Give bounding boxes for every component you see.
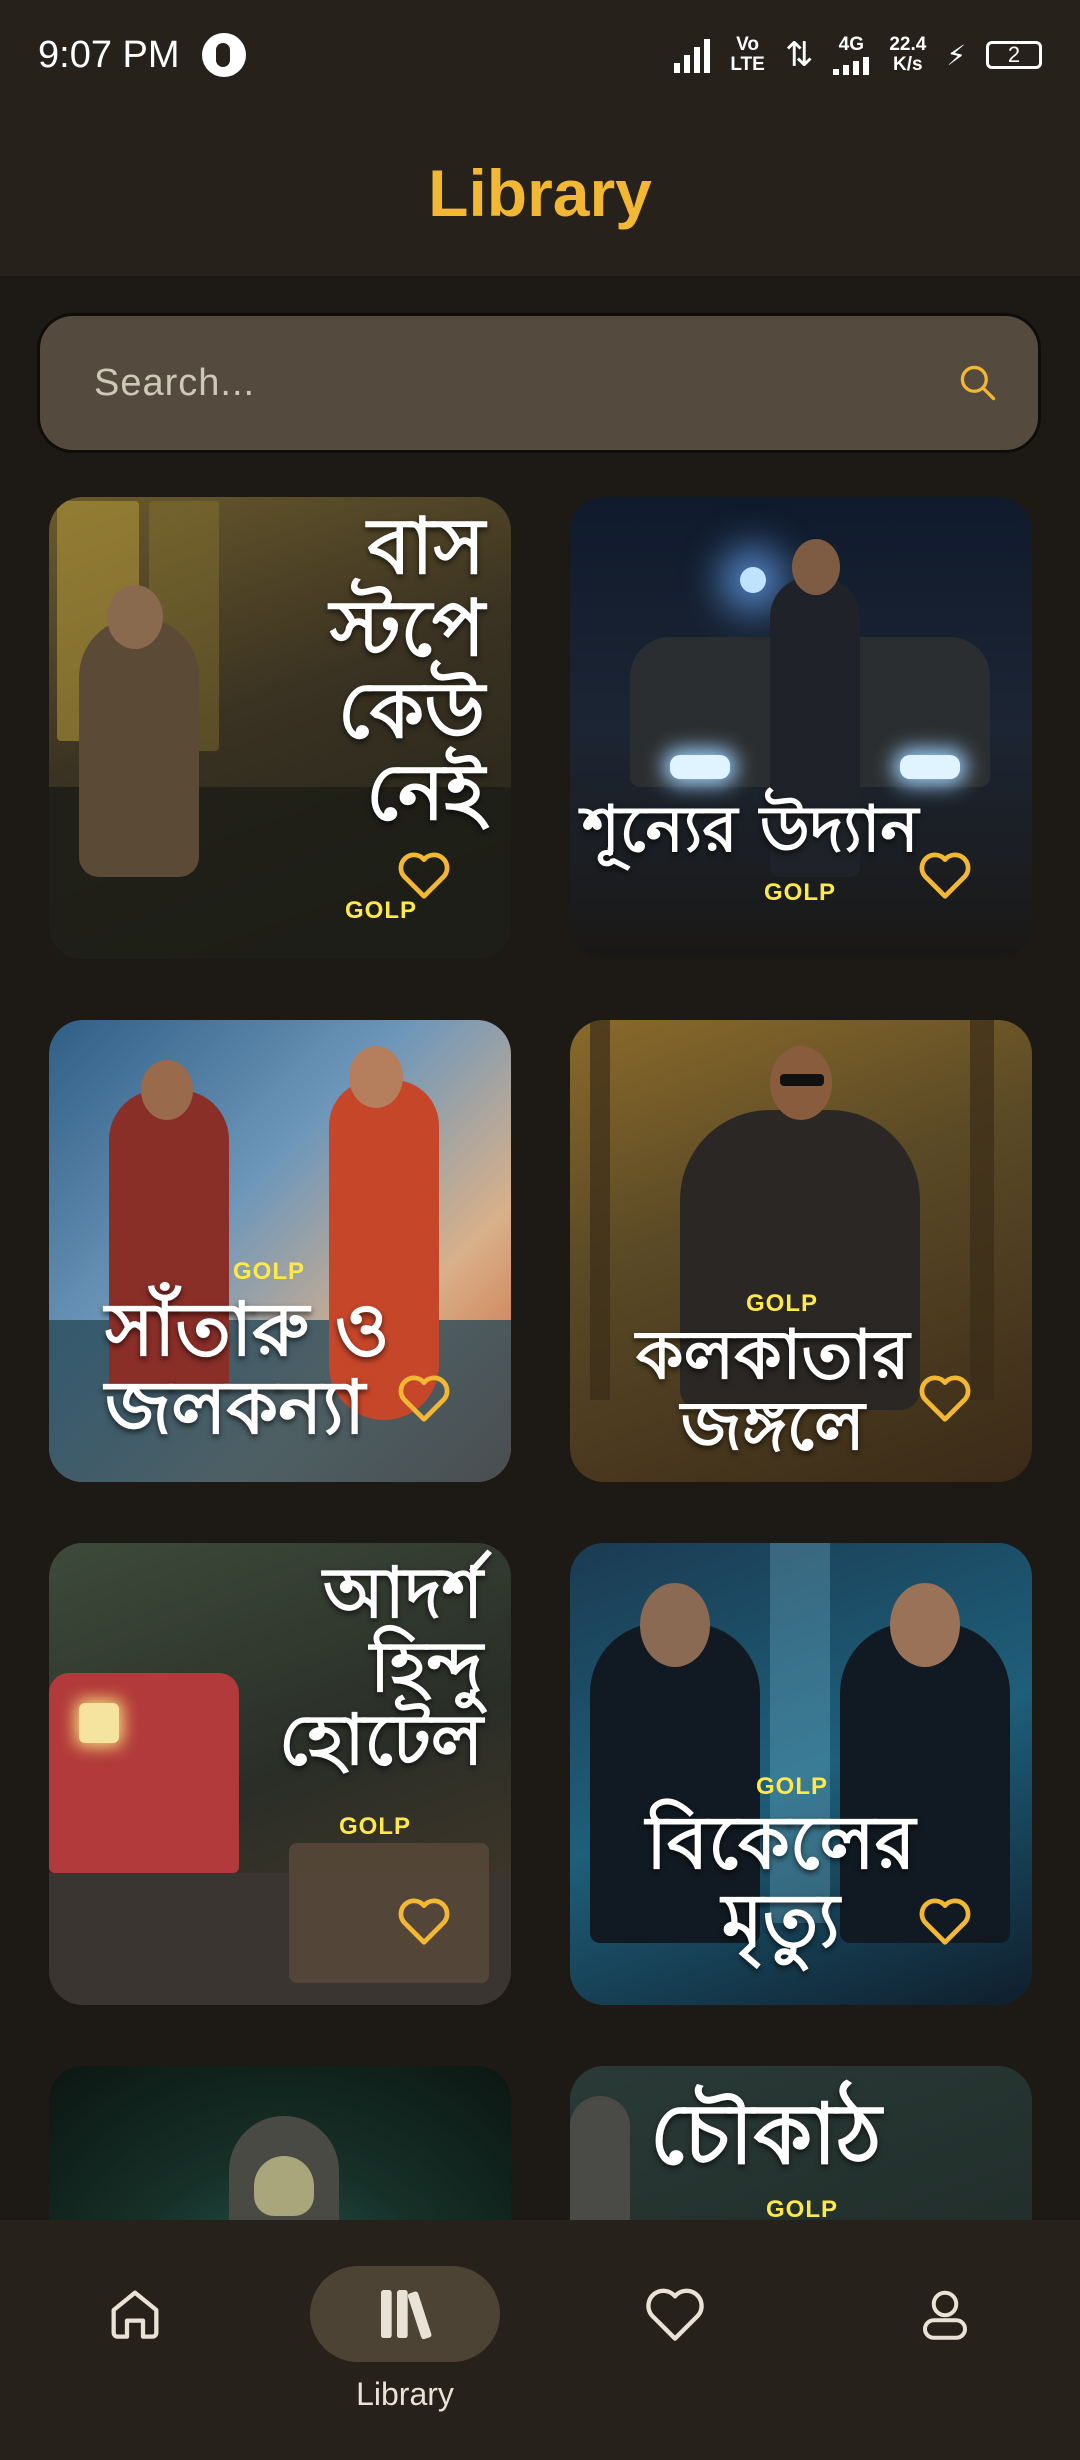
status-bar (0, 0, 1080, 110)
favorite-heart-icon[interactable] (395, 1895, 453, 1947)
search-icon[interactable] (956, 361, 1000, 405)
app-header (0, 110, 1080, 276)
book-title: বাস স্টপে কেউ নেই (329, 502, 485, 838)
volte-indicator: Vo LTE (730, 34, 765, 75)
brand-logo: GOLP (764, 879, 837, 906)
favorite-heart-icon[interactable] (395, 1372, 453, 1424)
brand-logo: GOLP (345, 897, 418, 924)
search-bar[interactable] (37, 313, 1041, 453)
app-notification-icon (202, 33, 246, 77)
heart-icon (642, 2284, 708, 2344)
nav-library-label: Library (356, 2376, 454, 2412)
book-card[interactable] (570, 1020, 1032, 1482)
book-card[interactable] (49, 497, 511, 959)
book-card[interactable] (570, 2066, 1032, 2220)
favorite-heart-icon[interactable] (395, 849, 453, 901)
library-icon (373, 2284, 437, 2344)
clock: 9:07 PM (38, 33, 180, 76)
signal-bars-icon (674, 37, 710, 73)
brand-logo: GOLP (339, 1813, 412, 1840)
profile-icon (915, 2282, 975, 2346)
brand-logo: GOLP (233, 1258, 306, 1285)
book-card[interactable] (570, 1543, 1032, 2005)
book-card[interactable] (49, 1543, 511, 2005)
book-title: চৌকাঠ (650, 2085, 882, 2183)
page-title: Library (428, 156, 652, 230)
book-card[interactable] (570, 497, 1032, 959)
book-card[interactable] (49, 2066, 511, 2220)
nav-favorites[interactable] (575, 2220, 775, 2362)
network-speed: 22.4 K/s (889, 34, 927, 75)
book-title: সাঁতারু ও জলকন্যা (105, 1287, 390, 1451)
brand-logo: GOLP (756, 1773, 829, 1800)
book-title: বিকেলের মৃত্যু (646, 1800, 916, 1964)
nav-library[interactable] (305, 2220, 505, 2413)
favorite-heart-icon[interactable] (916, 1372, 974, 1424)
nav-home[interactable] (35, 2220, 235, 2362)
favorite-heart-icon[interactable] (916, 849, 974, 901)
brand-logo: GOLP (746, 1290, 819, 1317)
charging-icon: ⚡ (946, 39, 966, 71)
brand-logo: GOLP (766, 2196, 839, 2220)
bottom-navigation (0, 2220, 1080, 2460)
home-icon (103, 2282, 167, 2346)
data-transfer-icon: ⇅ (784, 36, 814, 74)
book-title: আদর্শ হিন্দু হোটেল (279, 1552, 483, 1781)
nav-profile[interactable] (845, 2220, 1045, 2362)
book-card[interactable] (49, 1020, 511, 1482)
book-title: কলকাতার জঙ্গলে (636, 1316, 910, 1467)
favorite-heart-icon[interactable] (916, 1895, 974, 1947)
search-input[interactable] (92, 361, 896, 406)
network-4g-indicator: 4G (833, 35, 869, 75)
book-title: শূন্যের উদ্যান (582, 793, 919, 867)
battery-icon: 2 (986, 41, 1042, 69)
